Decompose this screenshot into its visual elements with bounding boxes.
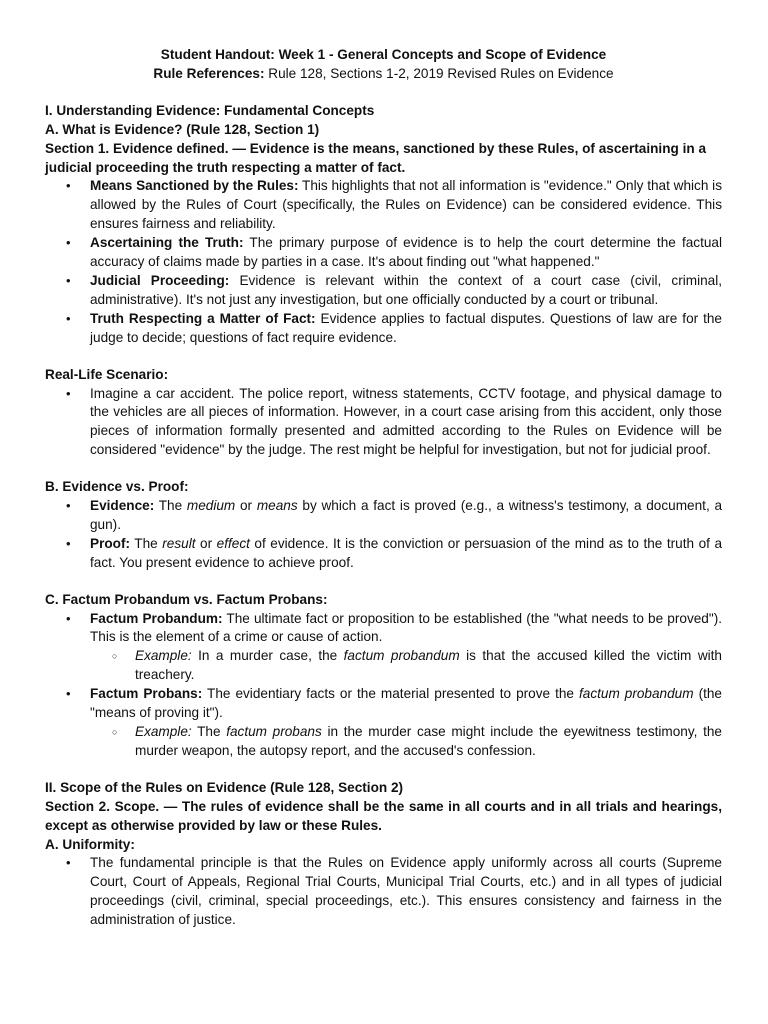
evidence-vs-proof-list <box>45 497 722 573</box>
part1-subheading-c: C. Factum Probandum vs. Factum Probans: <box>45 591 328 607</box>
proof-label: Proof: <box>90 535 131 551</box>
part2-heading: II. Scope of the Rules on Evidence (Rule 128, Section 2) <box>45 779 404 795</box>
italic-span: medium <box>186 498 236 514</box>
part1-subheading-a: A. What is Evidence? (Rule 128, Section 1) <box>45 121 320 137</box>
scenario-list <box>45 385 722 461</box>
text-span: or <box>235 498 257 514</box>
part2-subheading-a: A. Uniformity: <box>45 836 135 852</box>
text-span: of evidence. It is the conviction or persuasion of the mind as to the truth of a fact. You present evidence to achieve proof. <box>90 535 723 570</box>
text-span: The evidentiary facts or the material presented to prove the <box>202 686 579 702</box>
part1-heading: I. Understanding Evidence: Fundamental Concepts <box>45 102 375 118</box>
text-span: In a murder case, the <box>191 648 344 664</box>
bullet-label: Truth Respecting a Matter of Fact: <box>90 310 316 326</box>
factum-probans-label: Factum Probans: <box>90 686 203 702</box>
text-span: is that the accused killed the victim with treachery. <box>135 648 722 683</box>
section1-bullets <box>45 177 722 347</box>
scenario-heading: Real-Life Scenario: <box>45 366 169 382</box>
list-item: • Imagine a car accident. The police report, witness statements, CCTV footage, and physical damage to the vehicles are all pieces of information. However, in a court case arising from this accident, only those pieces of information formally presented and admitted according to the Rules on Evidence will be considered "evidence" by the judge. The rest might be helpful for investigation, but not for judicial proof. <box>45 385 722 461</box>
text-span: in the murder case might include the eyewitness testimony, the murder weapon, the autopsy report, and the accused's confession. <box>135 724 722 758</box>
list-item <box>45 647 722 685</box>
italic-span: factum probans <box>226 724 322 739</box>
list-item: • The fundamental principle is that the Rules on Evidence apply uniformly across all courts (Supreme Court, Court of Appeals, Regional Trial Courts, Municipal Trial Courts, etc.) and in all types of judicial proceedings (civil, criminal, special proceedings, etc.). This ensures consistency and fairness in the administration of justice. <box>45 854 722 930</box>
bullet-text: The primary purpose of evidence is to help the court determine the factual accuracy of claims made by parties in a case. It's about finding out "what happened." <box>90 235 722 270</box>
example-label: Example: <box>135 648 192 664</box>
text-span: (the "means of proving it"). <box>90 686 722 721</box>
bullet-label: Ascertaining the Truth: <box>90 235 244 251</box>
part1-subheading-b: B. Evidence vs. Proof: <box>45 479 189 495</box>
bullet-label: Judicial Proceeding: <box>90 272 230 288</box>
text-span: The <box>130 535 163 551</box>
list-item <box>45 610 722 648</box>
list-item <box>45 234 722 272</box>
list-item <box>45 723 722 761</box>
italic-span: factum probandum <box>343 648 460 664</box>
list-item <box>45 310 722 348</box>
text-span: The ultimate fact or proposition to be established (the "what needs to be proved"). This is the element of a crime or cause of action. <box>90 610 722 645</box>
italic-span: means <box>256 498 298 514</box>
factum-list <box>45 610 722 761</box>
list-item <box>45 685 722 723</box>
text-span: or <box>195 535 217 551</box>
section1-definition: Section 1. Evidence defined. — Evidence is the means, sanctioned by these Rules, of ascertaining in a judicial proceeding the truth respecting a matter of fact. <box>45 140 707 175</box>
italic-span: factum probandum <box>578 686 694 702</box>
rule-references-label: Rule References: <box>153 65 265 81</box>
handout-title: Student Handout: Week 1 - General Concepts and Scope of Evidence <box>160 47 607 62</box>
rule-references <box>45 65 722 84</box>
text-span: by which a fact is proved (e.g., a witness's testimony, a document, a gun). <box>90 498 723 532</box>
factum-probandum-label: Factum Probandum: <box>90 610 223 626</box>
text-span: The <box>191 724 227 739</box>
bullet-text: This highlights that not all information is "evidence." Only that which is allowed by the Rules of Court (specifically, the Rules on Evidence) can be considered evidence. This ensures fairness and reliability. <box>90 178 722 232</box>
uniformity-list <box>45 854 722 930</box>
section2-scope: Section 2. Scope. — The rules of evidence shall be the same in all courts and in all trials and hearings, except as otherwise provided by law or these Rules. <box>45 798 722 833</box>
bullet-text: Evidence applies to factual disputes. Questions of law are for the judge to decide; questions of fact require evidence. <box>90 310 722 345</box>
bullet-label: Means Sanctioned by the Rules: <box>90 178 299 194</box>
evidence-label: Evidence: <box>90 498 155 514</box>
bullet-text: Evidence is relevant within the context of a court case (civil, criminal, administrative). It's not just any investigation, but one officially conducted by a court or tribunal. <box>90 272 723 307</box>
italic-span: result <box>162 535 196 551</box>
list-item <box>45 535 722 573</box>
list-item <box>45 497 722 535</box>
list-item <box>45 177 722 234</box>
example-label: Example: <box>135 724 192 739</box>
text-span: The <box>154 498 187 514</box>
list-item <box>45 272 722 310</box>
rule-references-text: Rule 128, Sections 1-2, 2019 Revised Rules on Evidence <box>264 65 614 81</box>
italic-span: effect <box>216 535 250 551</box>
